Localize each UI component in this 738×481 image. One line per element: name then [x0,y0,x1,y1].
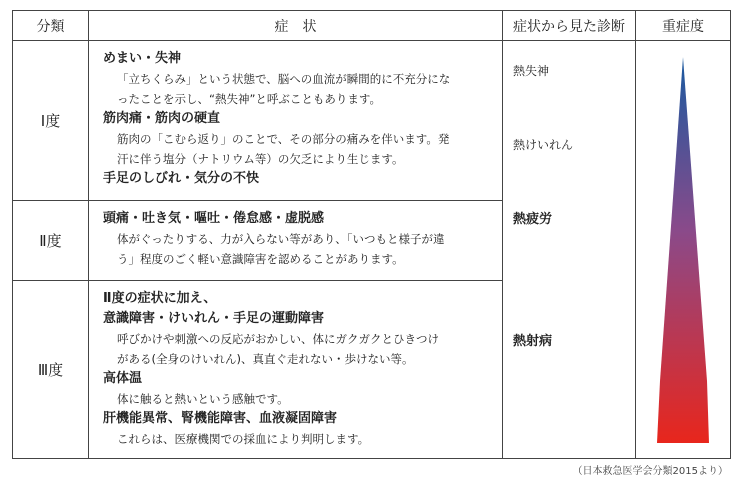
symptom-description: 体がぐったりする、力が入らない等があり、「いつもと様子が違 [117,232,445,246]
diagnosis-heatstroke: 熱射病 [513,334,553,349]
symptom-heading: めまい・失神 [103,51,182,66]
symptom-heading: 意識障害・けいれん・手足の運動障害 [103,311,325,326]
severity-gradient-shape [657,57,709,443]
grade-2: Ⅱ度 [13,201,89,281]
diagnosis-heat-exhaustion: 熱疲労 [513,212,553,227]
symptom-heading: 手足のしびれ・気分の不快 [103,171,260,186]
symptom-description: う」程度のごく軽い意識障害を認めることがあります。 [117,252,404,266]
symptom-description: これらは、医療機関での採血により判明します。 [117,432,370,446]
symptom-heading: 筋肉痛・筋肉の硬直 [103,111,221,126]
symptom-description: 「立ちくらみ」という状態で、脳への血流が瞬間的に不充分にな [117,72,451,86]
symptom-description: 汗に伴う塩分（ナトリウム等）の欠乏により生じます。 [117,152,404,166]
header-grade: 分類 [13,11,89,41]
header-diagnosis: 症状から見た診断 [503,11,636,41]
grade-3: Ⅲ度 [13,281,89,459]
source-footnote: （日本救急医学会分類2015より） [572,466,728,477]
symptoms-grade-1 [89,41,503,201]
diagnosis-heat-syncope: 熱失神 [513,64,550,78]
grade-1: Ⅰ度 [13,41,89,201]
symptom-heading: Ⅱ度の症状に加え、 [103,291,217,306]
diagnosis-column [503,41,636,459]
symptom-heading: 肝機能異常、腎機能障害、血液凝固障害 [103,411,338,426]
severity-column [636,41,731,459]
symptom-description: ったことを示し、“熱失神”と呼ぶこともあります。 [117,92,381,106]
symptom-heading: 頭痛・吐き気・嘔吐・倦怠感・虚脱感 [103,211,325,226]
severity-wedge [636,41,731,459]
symptom-heading: 高体温 [103,371,143,386]
heatstroke-classification-table [12,10,731,459]
diagnosis-heat-cramps: 熱けいれん [513,138,574,152]
header-severity: 重症度 [636,11,731,41]
header-symptoms: 症 状 [89,11,503,41]
symptoms-grade-3 [89,281,503,459]
symptoms-grade-2 [89,201,503,281]
symptom-description: がある(全身のけいれん)、真直ぐ走れない・歩けない等。 [117,352,414,366]
symptom-description: 呼びかけや刺激への反応がおかしい、体にガクガクとひきつけ [117,332,439,346]
symptom-description: 体に触ると熱いという感触です。 [117,392,289,406]
symptom-description: 筋肉の「こむら返り」のことで、その部分の痛みを伴います。発 [117,132,450,146]
